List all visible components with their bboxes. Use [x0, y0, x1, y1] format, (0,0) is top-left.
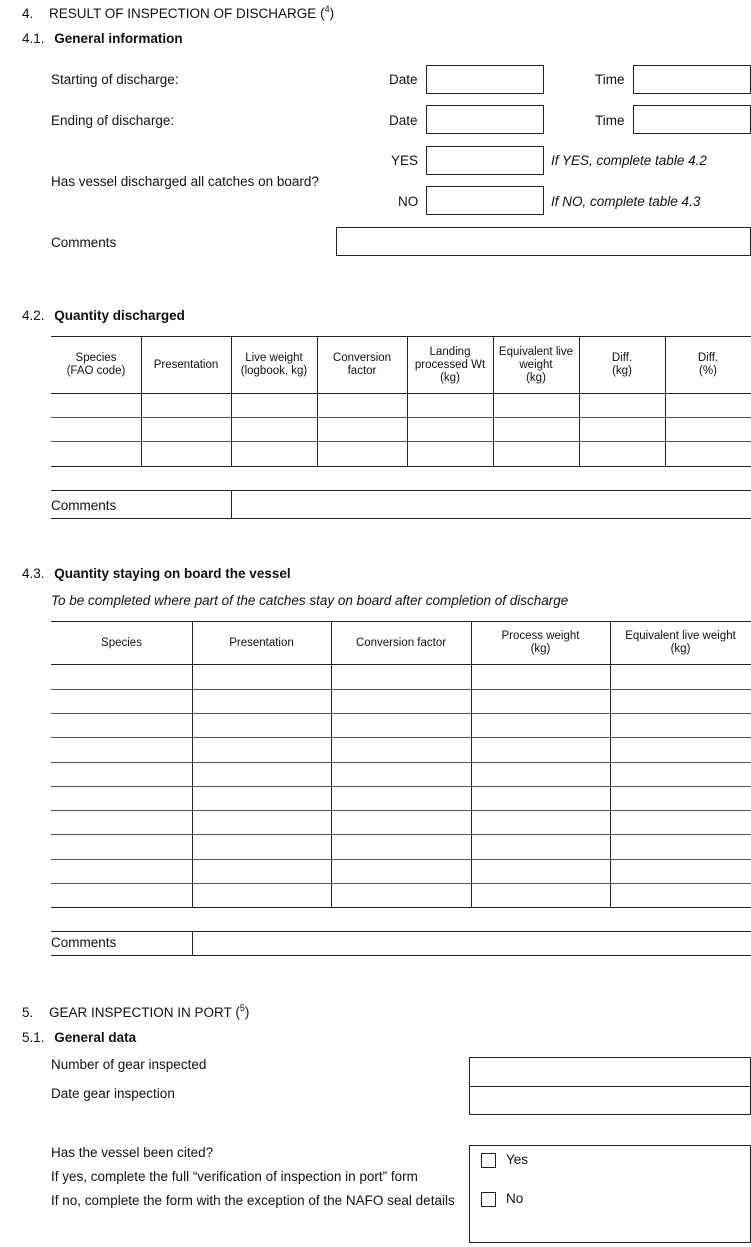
cited-no-checkbox[interactable]	[481, 1192, 496, 1207]
table-4-3-row-line	[51, 737, 751, 738]
starting-discharge-label: Starting of discharge:	[51, 72, 179, 87]
if-no-instruction: If no, complete the form with the exception of the NAFO seal details	[51, 1193, 455, 1208]
start-date-label: Date	[389, 72, 418, 87]
section-5-heading: 5. GEAR INSPECTION IN PORT ($^5$)	[22, 1003, 250, 1020]
col-header-diff-kg: Diff. (kg)	[611, 352, 633, 377]
comments-4-2-field[interactable]	[232, 491, 751, 518]
comments-4-3-bottom-line	[51, 955, 751, 956]
end-date-field[interactable]	[426, 105, 544, 134]
ending-discharge-label: Ending of discharge:	[51, 113, 175, 128]
col-header-diff-pct: Diff. (%)	[697, 352, 719, 377]
section-4-2-number: 4.2.	[22, 308, 45, 323]
section-4-3-instruction: To be completed where part of the catches stay on board after completion of discharge	[51, 593, 569, 608]
comments-4-3-label: Comments	[51, 935, 117, 950]
yes-instruction: If YES, complete table 4.2	[551, 153, 707, 168]
section-4-3-number: 4.3.	[22, 566, 45, 581]
gear-date-field[interactable]	[470, 1087, 750, 1114]
col-header-species-fao: Species (FAO code)	[66, 352, 126, 377]
section-4-heading: 4. RESULT OF INSPECTION OF DISCHARGE ($^4$)	[22, 4, 335, 21]
section-4-1-heading	[22, 31, 183, 46]
cited-yes-checkbox[interactable]	[481, 1153, 496, 1168]
table-4-2-header-line	[51, 393, 751, 394]
cited-yes-label: Yes	[506, 1152, 529, 1167]
if-yes-instruction: If yes, complete the full “verification of inspection in port” form	[51, 1169, 418, 1184]
section-5-1-heading	[22, 1030, 136, 1045]
section-4-number: 4.	[22, 5, 34, 21]
section-5-1-title: General data	[54, 1030, 137, 1045]
table-4-3-row-line	[51, 883, 751, 884]
footnote-ref-4: 4	[324, 4, 330, 14]
section-4-3-heading	[22, 566, 291, 581]
end-time-field[interactable]	[633, 105, 751, 134]
table-4-3-header-line	[51, 664, 751, 665]
table-4-3-row-line	[51, 713, 751, 714]
col-header-conversion-factor: Conversion factor	[355, 636, 447, 649]
section-5-title: GEAR INSPECTION IN PORT	[49, 1004, 232, 1020]
section-4-title: RESULT OF INSPECTION OF DISCHARGE	[49, 5, 317, 21]
vessel-cited-question: Has the vessel been cited?	[51, 1145, 214, 1160]
start-date-field[interactable]	[426, 65, 544, 94]
col-header-species: Species	[101, 636, 142, 649]
no-label: NO	[398, 194, 419, 209]
table-4-2-row-line	[51, 441, 751, 442]
section-4-2-title: Quantity discharged	[54, 308, 185, 323]
section-5-number: 5.	[22, 1004, 34, 1020]
col-header-equivalent-live-weight: Equivalent live weight (kg)	[625, 630, 736, 655]
col-header-landing-processed: Landing processed Wt (kg)	[414, 345, 486, 384]
comments-4-2-label: Comments	[51, 498, 117, 513]
cited-no-label: No	[506, 1191, 524, 1206]
table-4-3-row-line	[51, 786, 751, 787]
section-4-1-title: General information	[54, 31, 183, 46]
col-header-presentation: Presentation	[153, 358, 219, 371]
end-date-label: Date	[389, 113, 418, 128]
section-5-1-number: 5.1.	[22, 1030, 45, 1045]
table-4-2-row-line	[51, 417, 751, 418]
general-comments-field[interactable]	[336, 227, 751, 256]
table-4-3-row-line	[51, 859, 751, 860]
all-catches-question: Has vessel discharged all catches on board?	[51, 174, 319, 189]
table-4-3-bottom-line	[51, 907, 751, 908]
section-4-2-heading	[22, 308, 185, 323]
no-instruction: If NO, complete table 4.3	[551, 194, 701, 209]
start-time-label: Time	[595, 72, 625, 87]
general-comments-label: Comments	[51, 235, 117, 250]
comments-4-3-field[interactable]	[193, 932, 751, 955]
table-4-3-row-line	[51, 834, 751, 835]
table-4-2-bottom-line	[51, 466, 751, 467]
col-header-equivalent-live: Equivalent live weight (kg)	[498, 345, 574, 384]
gear-date-label: Date gear inspection	[51, 1086, 175, 1101]
start-time-field[interactable]	[633, 65, 751, 94]
end-time-label: Time	[595, 113, 625, 128]
table-4-3-row-line	[51, 762, 751, 763]
section-4-3-title: Quantity staying on board the vessel	[54, 566, 291, 581]
yes-field[interactable]	[426, 146, 544, 175]
gear-count-field[interactable]	[470, 1058, 750, 1086]
col-header-conversion-factor: Conversion factor	[332, 352, 392, 377]
col-header-process-weight: Process weight (kg)	[501, 630, 580, 655]
yes-label: YES	[391, 153, 419, 168]
col-header-live-weight: Live weight (logbook, kg)	[240, 352, 308, 377]
no-field[interactable]	[426, 186, 544, 215]
col-header-presentation: Presentation	[229, 636, 294, 649]
table-4-3-row-line	[51, 810, 751, 811]
footnote-ref-5: 5	[239, 1003, 245, 1013]
gear-count-label: Number of gear inspected	[51, 1057, 207, 1072]
section-4-1-number: 4.1.	[22, 31, 45, 46]
comments-4-2-bottom-line	[51, 518, 751, 519]
table-4-3-row-line	[51, 689, 751, 690]
